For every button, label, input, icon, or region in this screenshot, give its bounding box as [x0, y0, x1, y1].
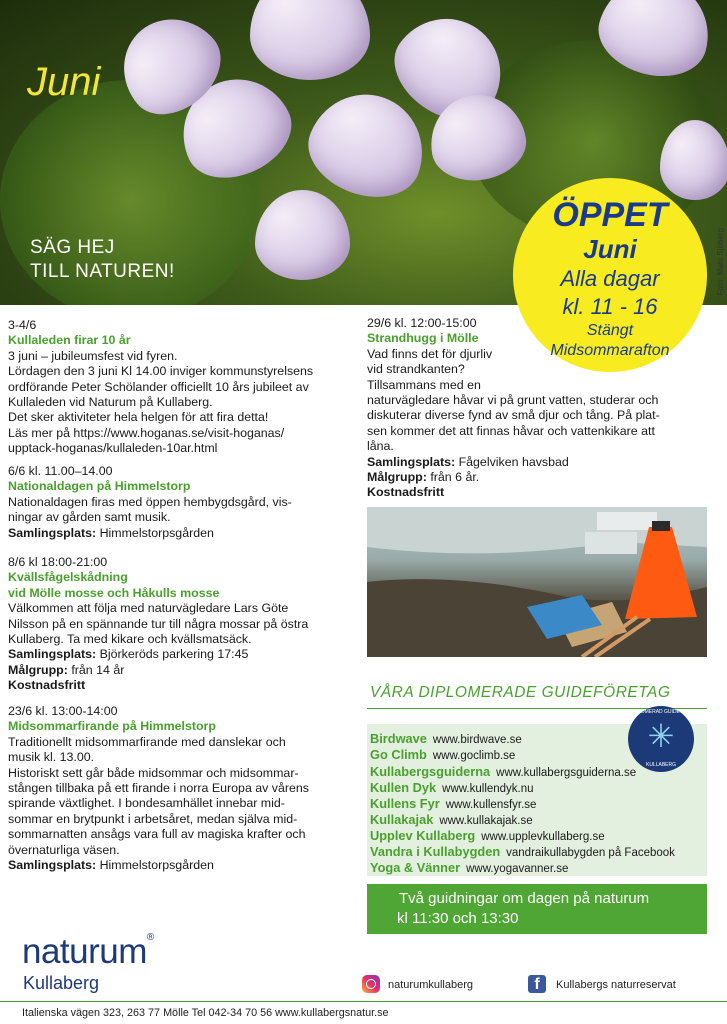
- event-title: vid Mölle mosse och Håkulls mosse: [8, 585, 220, 600]
- event-kvallsfagel: [8, 555, 308, 694]
- event-place: [8, 647, 308, 662]
- event-text: diskuterar diverse fynd av små djur och tång. På plat-: [367, 408, 660, 423]
- guide-name: Kullakajak: [370, 812, 434, 827]
- guide-name: Kullabergsguiderna: [370, 764, 491, 779]
- guide-item: [370, 828, 605, 843]
- asterisk-icon: ✳: [647, 718, 675, 754]
- diploma-seal: [628, 706, 694, 772]
- event-text: spirande växtlighet. I bondesamhället innebar mid-: [8, 796, 285, 811]
- hero-subtitle-line: SÄG HEJ: [30, 237, 115, 258]
- event-cost: Kostnadsfritt: [367, 485, 445, 500]
- event-text: naturvägledare håvar vi på grunt vatten, studerar och: [367, 393, 659, 408]
- event-text: övernaturliga väsen.: [8, 842, 120, 857]
- logo-place: Kullaberg: [23, 973, 100, 993]
- event-text: sen kommer det att finnas håvar och vattenkikare att: [367, 423, 655, 438]
- guide-item: [370, 860, 568, 875]
- event-text: Lördagen den 3 juni Kl 14.00 inviger kommunstyrelsens: [8, 364, 314, 379]
- banner-line: kl 11:30 och 13:30: [397, 910, 519, 927]
- logo-name: naturum: [22, 932, 147, 971]
- guide-link[interactable]: www.yogavanner.se: [466, 863, 569, 875]
- event-place: [367, 455, 660, 470]
- event-text: Kullaberg. Ta med kikare och kvällsmatsäck.: [8, 632, 252, 647]
- badge-days: Alla dagar: [560, 266, 660, 291]
- target-label: Målgrupp:: [8, 662, 68, 677]
- guide-link[interactable]: www.upplevkullaberg.se: [481, 831, 605, 843]
- event-text: stången tillbaka på ett firande i norra Europa av vårens: [8, 781, 309, 796]
- event-text: Välkommen att följa med naturvägledare Lars Göte: [8, 601, 289, 616]
- hero-subtitle: [30, 236, 175, 284]
- guides-heading: VÅRA DIPLOMERADE GUIDEFÖRETAG: [370, 684, 671, 701]
- guide-item: [370, 764, 636, 779]
- badge-month: Juni: [583, 234, 637, 264]
- event-text: Historiskt sett går både midsommar och midsommar-: [8, 765, 299, 780]
- instagram-handle[interactable]: naturumkullaberg: [388, 979, 473, 991]
- event-nationaldagen: [8, 464, 292, 541]
- registered-mark: ®: [146, 932, 154, 943]
- guide-link[interactable]: www.goclimb.se: [432, 750, 516, 762]
- guide-link[interactable]: www.kullabergsguiderna.se: [496, 767, 637, 779]
- guide-link[interactable]: www.kullendyk.nu: [442, 783, 534, 795]
- event-kullaleden: [8, 318, 313, 457]
- event-text: Nilsson på en spännande tur till några mossar på östra: [8, 616, 309, 631]
- divider: [0, 1001, 727, 1002]
- place-label: Samlingsplats:: [8, 647, 97, 662]
- photo-credit: Foto: Mats Sjöberg: [716, 228, 725, 296]
- event-text: låna.: [367, 439, 394, 454]
- target-value: från 14 år: [67, 662, 125, 677]
- instagram-icon[interactable]: [362, 975, 380, 993]
- event-text: vid strandkanten?: [367, 362, 465, 377]
- place-value: Björkeröds parkering 17:45: [96, 647, 249, 662]
- event-date: 3-4/6: [8, 318, 37, 332]
- event-date: 29/6 kl. 12:00-15:00: [367, 316, 477, 330]
- event-text: Kullaleden vid Naturum på Kullaberg.: [8, 395, 213, 410]
- guide-item: [370, 731, 522, 746]
- event-text: sommarnatten ansågs vara full av magiska krafter och: [8, 827, 306, 842]
- page-title: Juni: [27, 60, 101, 104]
- badge-hours: kl. 11 - 16: [562, 294, 658, 319]
- event-text: Läs mer på https://www.hoganas.se/visit-hoganas/: [8, 425, 285, 440]
- event-text: ningar av gården samt musik.: [8, 510, 171, 525]
- place-label: Samlingsplats:: [8, 525, 97, 540]
- event-target: [367, 470, 660, 485]
- event-text: Tillsammans med en: [367, 377, 481, 392]
- facebook-page[interactable]: Kullabergs naturreservat: [556, 979, 676, 991]
- guide-link[interactable]: www.kullakajak.se: [439, 815, 533, 827]
- guide-item: [370, 796, 536, 811]
- event-target: [8, 663, 308, 678]
- guide-link[interactable]: vandraikullabygden på Facebook: [506, 847, 675, 859]
- guide-name: Birdwave: [370, 731, 427, 746]
- event-text: Det sker aktiviteter hela helgen för att fira detta!: [8, 410, 269, 425]
- event-date: 23/6 kl. 13:00-14:00: [8, 704, 118, 718]
- badge-open: ÖPPET: [552, 196, 668, 234]
- seal-top-text: DIPLOMERAD GUIDE 2020: [629, 709, 693, 715]
- place-label: Samlingsplats:: [8, 858, 97, 873]
- guide-item: [370, 812, 533, 827]
- beach-photo-illustration: [367, 507, 707, 657]
- event-text: musik kl. 13.00.: [8, 750, 95, 765]
- flower-petal: [255, 190, 350, 280]
- event-date: 8/6 kl 18:00-21:00: [8, 555, 108, 569]
- event-text: ordförande Peter Schölander officiellt 10 års jubileet av: [8, 379, 309, 394]
- event-cost: Kostnadsfritt: [8, 678, 86, 693]
- place-value: Himmelstorpsgården: [96, 858, 214, 873]
- event-title: Strandhugg i Mölle: [367, 331, 479, 346]
- target-label: Målgrupp:: [367, 470, 427, 485]
- place-value: Himmelstorpsgården: [96, 525, 214, 540]
- guide-item: [370, 780, 534, 795]
- facebook-icon[interactable]: f: [528, 975, 546, 993]
- opening-hours-badge: [513, 178, 707, 372]
- flower-petal: [250, 0, 370, 80]
- beach-photo: [367, 507, 707, 657]
- target-value: från 6 år.: [426, 470, 480, 485]
- event-text: Vad finns det för djurliv: [367, 346, 493, 361]
- guide-name: Yoga & Vänner: [370, 860, 461, 875]
- guide-link[interactable]: www.kullensfyr.se: [445, 799, 537, 811]
- guide-name: Vandra i Kullabygden: [370, 844, 501, 859]
- place-label: Samlingsplats:: [367, 454, 456, 469]
- seal-bottom-text: KULLABERG: [645, 762, 676, 768]
- guide-name: Kullen Dyk: [370, 780, 437, 795]
- event-text: 3 juni – jubileumsfest vid fyren.: [8, 348, 178, 363]
- event-title: Kullaleden firar 10 år: [8, 333, 131, 348]
- badge-closed-day: Midsommarafton: [550, 342, 670, 359]
- event-text: Traditionellt midsommarfirande med danslekar och: [8, 734, 286, 749]
- guide-item: [370, 747, 515, 762]
- place-value: Fågelviken havsbad: [455, 454, 569, 469]
- naturum-logo: [22, 932, 154, 972]
- badge-closed: Stängt: [586, 322, 634, 339]
- event-text: Nationaldagen firas med öppen hembygdsgård, vis-: [8, 494, 292, 509]
- event-text: upptack-hoganas/kullaleden-10ar.html: [8, 441, 218, 456]
- event-title: Midsommarfirande på Himmelstorp: [8, 719, 216, 734]
- guide-name: Go Climb: [370, 747, 427, 762]
- guide-name: Upplev Kullaberg: [370, 828, 476, 843]
- event-place: [8, 858, 309, 873]
- guide-item: [370, 844, 675, 859]
- event-title: Kvällsfågelskådning: [8, 570, 128, 585]
- event-midsommar: [8, 704, 309, 873]
- event-text: sommar en brytpunkt i arbetsåret, medan själva mid-: [8, 811, 298, 826]
- guide-name: Kullens Fyr: [370, 796, 440, 811]
- footer-address: Italienska vägen 323, 263 77 Mölle Tel 042-34 70 56 www.kullabergsnatur.se: [22, 1007, 389, 1019]
- event-date: 6/6 kl. 11.00–14.00: [8, 464, 113, 478]
- banner-line: Två guidningar om dagen på naturum: [399, 890, 650, 907]
- guided-tours-banner: [367, 884, 707, 934]
- hero-subtitle-line: TILL NATUREN!: [30, 261, 175, 282]
- event-title: Nationaldagen på Himmelstorp: [8, 479, 191, 494]
- guide-link[interactable]: www.birdwave.se: [432, 734, 522, 746]
- event-place: [8, 526, 292, 541]
